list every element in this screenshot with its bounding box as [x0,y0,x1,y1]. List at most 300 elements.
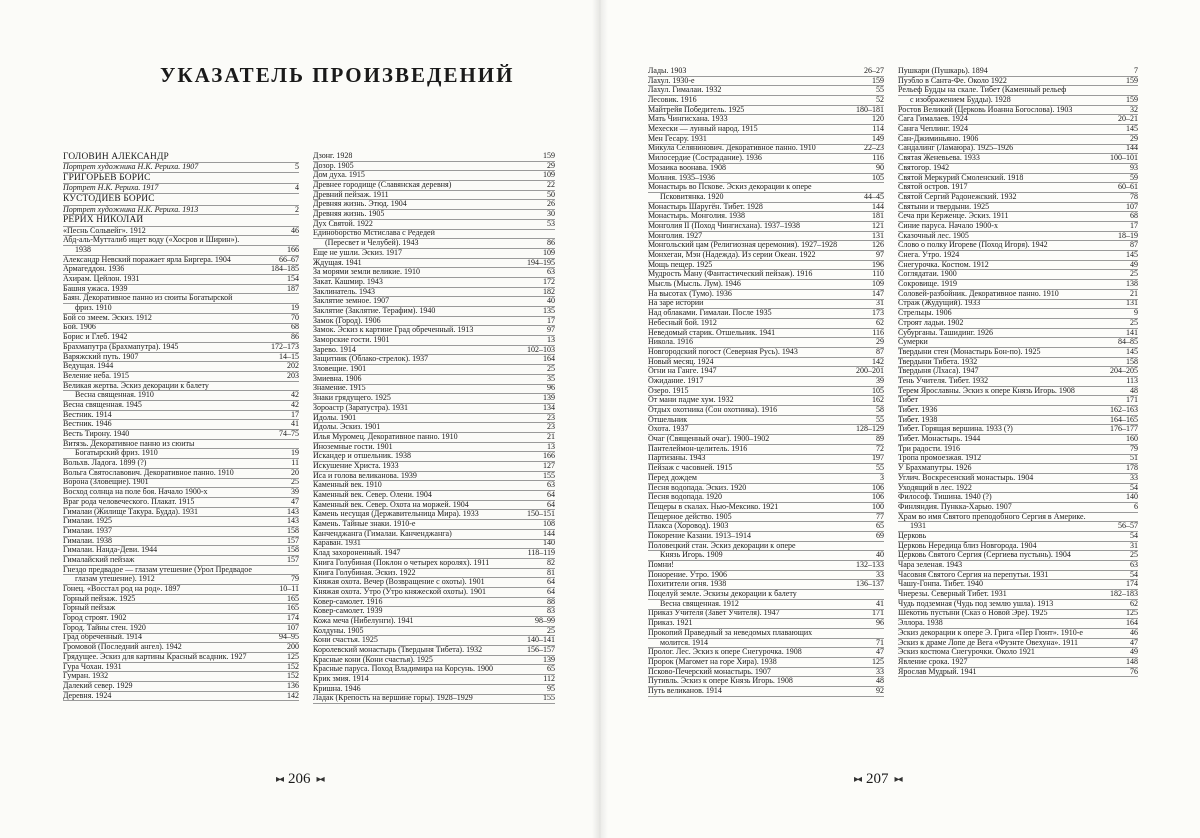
entry-page-ref: 83 [547,607,555,616]
index-entry [648,629,884,639]
entry-title: Пантелеймон-целитель. 1916 [648,444,748,453]
entry-page-ref: 6 [1134,502,1138,511]
index-entry [898,174,1138,184]
entry-page-ref: 71 [876,638,884,647]
entry-title: Деревня. 1924 [63,691,112,700]
index-entry [63,420,299,430]
entry-title: Крик змия. 1914 [313,675,369,684]
index-entry [898,542,1138,552]
entry-page-ref: 39 [291,488,299,497]
entry-page-ref: 97 [547,326,555,335]
index-entry [648,270,884,280]
entry-title: Святой Сергий Радонежский. 1932 [898,192,1017,201]
entry-title: Новый месяц. 1924 [648,357,714,366]
entry-title: Субурганы. Ташидинг. 1926 [898,328,993,337]
entry-title: На заре истории [648,299,704,308]
index-entry [648,164,884,174]
entry-page-ref: 25 [1130,318,1138,327]
entry-page-ref: 76 [1130,667,1138,676]
entry-title: Прокопий Праведный за неведомых плавающих [648,628,813,637]
entry-page-ref: 96 [876,619,884,628]
index-entry [648,425,884,435]
entry-page-ref: 94–95 [279,633,299,642]
entry-page-ref: 162–163 [1110,406,1138,415]
index-entry [898,522,1138,532]
entry-title: Святая Женевьева. 1933 [898,154,980,163]
entry-page-ref: 30 [547,210,555,219]
index-entry [898,86,1138,96]
entry-title: Град обреченный. 1914 [63,633,142,642]
right-page [600,0,1200,838]
entry-page-ref: 21 [547,432,555,441]
entry-title: молится. 1914 [660,638,709,647]
index-column-left-2 [313,152,555,704]
entry-title: Милосердие (Сострадание). 1936 [648,154,762,163]
entry-page-ref: 126 [872,241,884,250]
entry-title: Армагеддон. 1936 [63,265,125,274]
entry-page-ref: 39 [876,377,884,385]
index-entry [898,561,1138,571]
entry-page-ref: 64 [547,587,555,596]
entry-title: Замок (Город). 1906 [313,316,381,325]
entry-page-ref: 60–61 [1118,183,1138,192]
index-entry [898,338,1138,348]
index-entry [313,665,555,675]
entry-title: Каменный век. Север. Охота на моржей. 1904 [313,500,469,509]
entry-title: Песня водопада. Эскиз. 1920 [648,483,747,492]
entry-page-ref: 81 [547,568,555,577]
page-number: 207 [866,771,889,787]
index-entry [898,96,1138,106]
entry-page-ref: 121 [872,222,884,230]
entry-title: Святогор. 1942 [898,163,950,172]
index-entry [313,355,555,365]
entry-page-ref: 125 [872,657,884,666]
index-entry [63,449,299,459]
index-entry [313,501,555,511]
index-column-left-1 [63,152,299,701]
entry-title: Караван. 1931 [313,539,361,548]
index-entry [313,530,555,540]
index-entry [898,571,1138,581]
entry-title: Княжая охота. Утро (Утро княжеской охоты). 1901 [313,587,487,596]
index-entry [313,162,555,172]
entry-title: Единоборство Мстислава с Редедей [313,229,435,238]
entry-page-ref: 171 [872,609,884,618]
entry-title: Мудрость Ману (Фантастический пейзаж). 1916 [648,270,813,279]
entry-title: Город строят. 1902 [63,614,127,623]
entry-page-ref: 173 [872,309,884,318]
index-entry [313,520,555,530]
entry-page-ref: 128–129 [856,425,884,434]
entry-title: Кони счастья. 1925 [313,636,378,645]
entry-title: Охота. 1937 [648,425,689,434]
entry-page-ref: 79 [291,575,299,584]
entry-title: Песня водопада. 1920 [648,493,723,502]
entry-title: Пуэбло в Санта-Фе. Около 1922 [898,76,1007,85]
index-entry [648,464,884,474]
entry-title: Тибет. Монастырь. 1944 [898,435,981,444]
index-entry [313,646,555,656]
entry-page-ref: 144 [1126,144,1138,153]
entry-page-ref: 17 [547,316,555,325]
index-entry [313,385,555,395]
entry-page-ref: 20 [291,468,299,477]
index-entry [648,154,884,164]
index-entry [63,246,299,256]
entry-page-ref: 3 [880,473,884,482]
entry-title: Сеча при Керженце. Эскиз. 1911 [898,212,1009,221]
index-entry [63,285,299,295]
entry-page-ref: 33 [876,570,884,579]
index-entry [648,551,884,561]
page-number: 206 [288,771,311,787]
entry-title: Королевский монастырь (Твердыня Тибета). 1932 [313,646,483,655]
index-entry [648,687,884,697]
index-entry [898,319,1138,329]
book-gutter [592,0,608,838]
entry-page-ref: 142 [287,691,299,700]
entry-page-ref: 42 [291,401,299,409]
entry-title: Ярослав Мудрый. 1941 [898,667,977,676]
entry-title: Партизаны. 1943 [648,454,706,463]
entry-page-ref: 21 [1130,289,1138,298]
entry-title: Замок. Эскиз к картине Град обреченный. 1913 [313,326,474,335]
entry-title: Александр Невский поражает ярла Биргера. 1904 [63,255,231,264]
index-entry [313,317,555,327]
index-entry [648,77,884,87]
entry-page-ref: 23 [547,423,555,432]
index-entry [648,580,884,590]
entry-page-ref: 106 [872,493,884,502]
entry-page-ref: 77 [876,512,884,521]
entry-page-ref: 87 [1130,241,1138,250]
index-entry [313,394,555,404]
index-entry [313,472,555,482]
index-entry [898,580,1138,590]
entry-title: Псковитянка. 1920 [660,192,724,201]
entry-title: Ростов Великий (Церковь Иоанна Богослова). 1903 [898,105,1073,114]
entry-page-ref: 139 [543,655,555,664]
entry-page-ref: 140 [543,539,555,548]
entry-page-ref: 152 [287,672,299,681]
entry-page-ref: 74–75 [279,430,299,439]
index-entry [648,639,884,649]
index-entry [63,624,299,634]
index-entry [898,425,1138,435]
entry-title: Твердыня (Лхаса). 1947 [898,367,979,376]
index-entry [648,309,884,319]
index-entry [898,619,1138,629]
index-entry [648,416,884,426]
entry-page-ref: 50 [547,190,555,199]
entry-title: Похитители огня. 1938 [648,580,727,589]
ornament-right-icon: ▸◂ [894,774,901,785]
entry-page-ref: 29 [547,161,555,170]
entry-title: Защитник (Облако-стрелок). 1937 [313,355,429,364]
index-entry [648,493,884,503]
entry-page-ref: 160 [1126,435,1138,444]
entry-page-ref: 172–173 [271,342,299,351]
entry-title: Путь великанов. 1914 [648,687,722,695]
index-entry [648,300,884,310]
entry-title: Вестник. 1914 [63,410,112,419]
entry-page-ref: 182–183 [1110,590,1138,599]
index-entry [313,191,555,201]
entry-page-ref: 143 [287,507,299,516]
entry-page-ref: 136 [287,681,299,690]
entry-page-ref: 152 [287,662,299,671]
entry-title: Каменный век. Север. Олени. 1904 [313,491,432,500]
entry-title: Гималаи. 1938 [63,536,113,545]
entry-title: Чашу-Гонпа. Тибет. 1940 [898,580,983,589]
entry-title: Борис и Глеб. 1942 [63,333,128,342]
index-entry [898,135,1138,145]
entry-title: Тибет. 1938 [898,415,938,424]
entry-title: Рельеф Будды на скале. Тибет (Каменный рельеф [898,86,1067,95]
entry-title: Монголия. 1927 [648,231,703,240]
index-entry [898,309,1138,319]
entry-title: Перед дождем [648,473,697,482]
entry-page-ref: 59 [1130,173,1138,182]
entry-page-ref: 159 [1126,96,1138,105]
entry-title: Новгородский погост (Северная Русь). 1943 [648,347,798,356]
entry-page-ref: 22–23 [864,144,884,153]
index-entry [648,484,884,494]
index-entry [898,387,1138,397]
entry-title: 1931 [910,522,926,531]
entry-page-ref: 140–141 [527,636,555,645]
index-entry [648,377,884,387]
index-entry [313,481,555,491]
entry-title: Соловей-разбойник. Декоративное панно. 1910 [898,289,1059,298]
entry-title: Лахул. Гималаи. 1932 [648,86,722,95]
index-entry [648,648,884,658]
index-entry [313,239,555,249]
entry-title: Знамение. 1915 [313,384,366,393]
entry-page-ref: 14–15 [279,352,299,361]
index-entry [63,227,299,237]
index-entry [648,503,884,513]
entry-title: Тибет. 1936 [898,406,938,415]
index-entry [898,406,1138,416]
entry-title: Финляндия. Пункка-Харью. 1907 [898,502,1012,511]
entry-title: Озеро. 1915 [648,386,689,395]
entry-page-ref: 41 [876,599,884,608]
index-entry [63,343,299,353]
index-entry [648,677,884,687]
entry-page-ref: 47 [291,497,299,506]
index-entry [898,261,1138,271]
entry-title: Отдых охотника (Сон охотника). 1916 [648,406,778,415]
entry-title: (Пересвет и Челубей). 1943 [325,239,419,248]
entry-page-ref: 7 [1134,67,1138,75]
entry-title: Святой остров. 1917 [898,183,968,192]
entry-page-ref: 68 [1130,212,1138,221]
index-entry [648,212,884,222]
index-entry [313,259,555,269]
entry-title: Гималаи. 1937 [63,526,113,535]
index-entry [313,540,555,550]
index-entry [63,517,299,527]
index-entry [63,663,299,673]
index-entry [898,416,1138,426]
index-entry [63,488,299,498]
index-entry [63,275,299,285]
index-entry [313,365,555,375]
index-entry [63,459,299,469]
entry-page-ref: 164–165 [1110,415,1138,424]
entry-title: Небесный бой. 1912 [648,318,717,327]
entry-title: Мен Гесару. 1931 [648,134,707,143]
entry-page-ref: 29 [1130,134,1138,143]
index-entry [313,423,555,433]
entry-page-ref: 47 [1130,638,1138,647]
entry-title: Богатырский фриз. 1910 [75,449,158,458]
entry-page-ref: 72 [876,444,884,453]
entry-page-ref: 54 [1130,532,1138,540]
index-entry [898,648,1138,658]
entry-page-ref: 116 [872,154,884,163]
index-entry [63,411,299,421]
artist-heading: ГОЛОВИН АЛЕКСАНДР [63,152,299,163]
entry-page-ref: 174 [1126,580,1138,589]
entry-title: Слово о полку Игореве (Поход Игоря). 1942 [898,241,1048,250]
index-entry [648,125,884,135]
entry-title: Философ. Тишина. 1940 (?) [898,493,992,502]
entry-title: Камень несущая (Державительница Мира). 1933 [313,510,479,519]
entry-title: Иноземные гости. 1901 [313,442,393,451]
entry-page-ref: 66–67 [279,255,299,264]
entry-page-ref: 29 [876,338,884,347]
index-entry [648,561,884,571]
entry-title: Половецкий стан. Эскиз декорации к опере [648,541,796,550]
entry-title: Ковер-самолет. 1916 [313,597,383,606]
index-entry [63,372,299,382]
index-entry [648,445,884,455]
index-entry [63,604,299,614]
entry-title: Весна священная. 1912 [660,599,739,608]
entry-title: Соглядатаи. 1900 [898,270,957,279]
entry-page-ref: 17 [1130,222,1138,230]
entry-title: За морями земли великие. 1910 [313,268,420,277]
entry-title: Великая жертва. Эскиз декорации к балету [63,381,209,390]
entry-title: Бой. 1906 [63,323,96,332]
entry-title: Гнездо предвадое — глазам утешение (Урол Предвадое [63,565,252,574]
entry-title: Санга Чеплинг. 1924 [898,125,968,134]
entry-title: Искандер и отшельник. 1938 [313,452,412,461]
index-entry [313,510,555,520]
entry-page-ref: 100–101 [1110,154,1138,163]
index-entry [313,675,555,685]
entry-title: Клад захороненный. 1947 [313,549,401,558]
index-entry [63,382,299,392]
index-entry [898,532,1138,542]
entry-title: Лады. 1903 [648,67,687,75]
entry-page-ref: 9 [1134,309,1138,318]
entry-title: Ворона (Зловещие). 1901 [63,478,149,487]
index-entry [898,241,1138,251]
index-entry [648,251,884,261]
index-entry [63,163,299,173]
entry-page-ref: 187 [287,284,299,293]
entry-page-ref: 40 [876,551,884,560]
entry-title: Микула Селянинович. Декоративное панно. 1910 [648,144,816,153]
index-entry [648,348,884,358]
entry-page-ref: 65 [876,522,884,531]
entry-page-ref: 33 [876,667,884,676]
entry-title: Заморские гости. 1901 [313,336,390,345]
entry-title: Мысль (Мысль. Лум). 1946 [648,280,741,289]
index-entry [63,585,299,595]
entry-page-ref: 41 [291,420,299,429]
entry-page-ref: 139 [543,394,555,403]
entry-page-ref: 107 [287,623,299,632]
entry-page-ref: 42 [291,391,299,400]
index-entry [648,338,884,348]
index-entry [648,135,884,145]
index-entry [898,639,1138,649]
entry-page-ref: 23 [547,413,555,422]
index-entry [898,232,1138,242]
entry-page-ref: 19 [291,449,299,458]
entry-page-ref: 155 [543,694,555,703]
index-entry [898,183,1138,193]
index-entry [648,668,884,678]
entry-title: Твердыни стен (Монастырь Бон-по). 1925 [898,347,1041,356]
entry-title: Лахул. 1930-е [648,76,695,85]
entry-title: Часовня Святого Сергия на перепутьи. 1931 [898,570,1049,579]
index-entry [313,297,555,307]
entry-page-ref: 110 [872,270,884,279]
index-entry [648,67,884,77]
index-entry [63,324,299,334]
index-entry [313,578,555,588]
index-entry [313,230,555,240]
index-entry [63,236,299,246]
index-entry [63,362,299,372]
index-entry [63,527,299,537]
index-column-right-1 [648,67,884,697]
index-entry [313,336,555,346]
entry-title: с изображением Будды). 1928 [910,96,1011,105]
index-entry [313,414,555,424]
entry-title: Портрет художника Н.К. Рериха. 1907 [63,163,199,172]
entry-title: Монастырь Шаругён. Тибет. 1928 [648,202,763,211]
entry-title: Монгольский цам (Религиозная церемония). 1927–1928 [648,241,838,250]
index-entry [63,653,299,663]
entry-page-ref: 48 [876,677,884,686]
entry-page-ref: 40 [547,297,555,306]
index-entry [898,290,1138,300]
entry-page-ref: 166 [543,452,555,461]
entry-page-ref: 118–119 [527,549,555,558]
entry-page-ref: 64 [547,500,555,509]
entry-page-ref: 158 [287,546,299,555]
index-entry [313,375,555,385]
entry-page-ref: 194–195 [527,258,555,267]
entry-page-ref: 138 [1126,280,1138,289]
index-entry [313,627,555,637]
entry-title: Пушкари (Пушкарь). 1894 [898,67,988,75]
entry-title: Ведущая. 1944 [63,362,114,371]
index-entry [898,154,1138,164]
entry-page-ref: 93 [1130,163,1138,172]
entry-page-ref: 46 [291,226,299,235]
index-entry [313,607,555,617]
index-entry [898,474,1138,484]
index-entry [63,614,299,624]
